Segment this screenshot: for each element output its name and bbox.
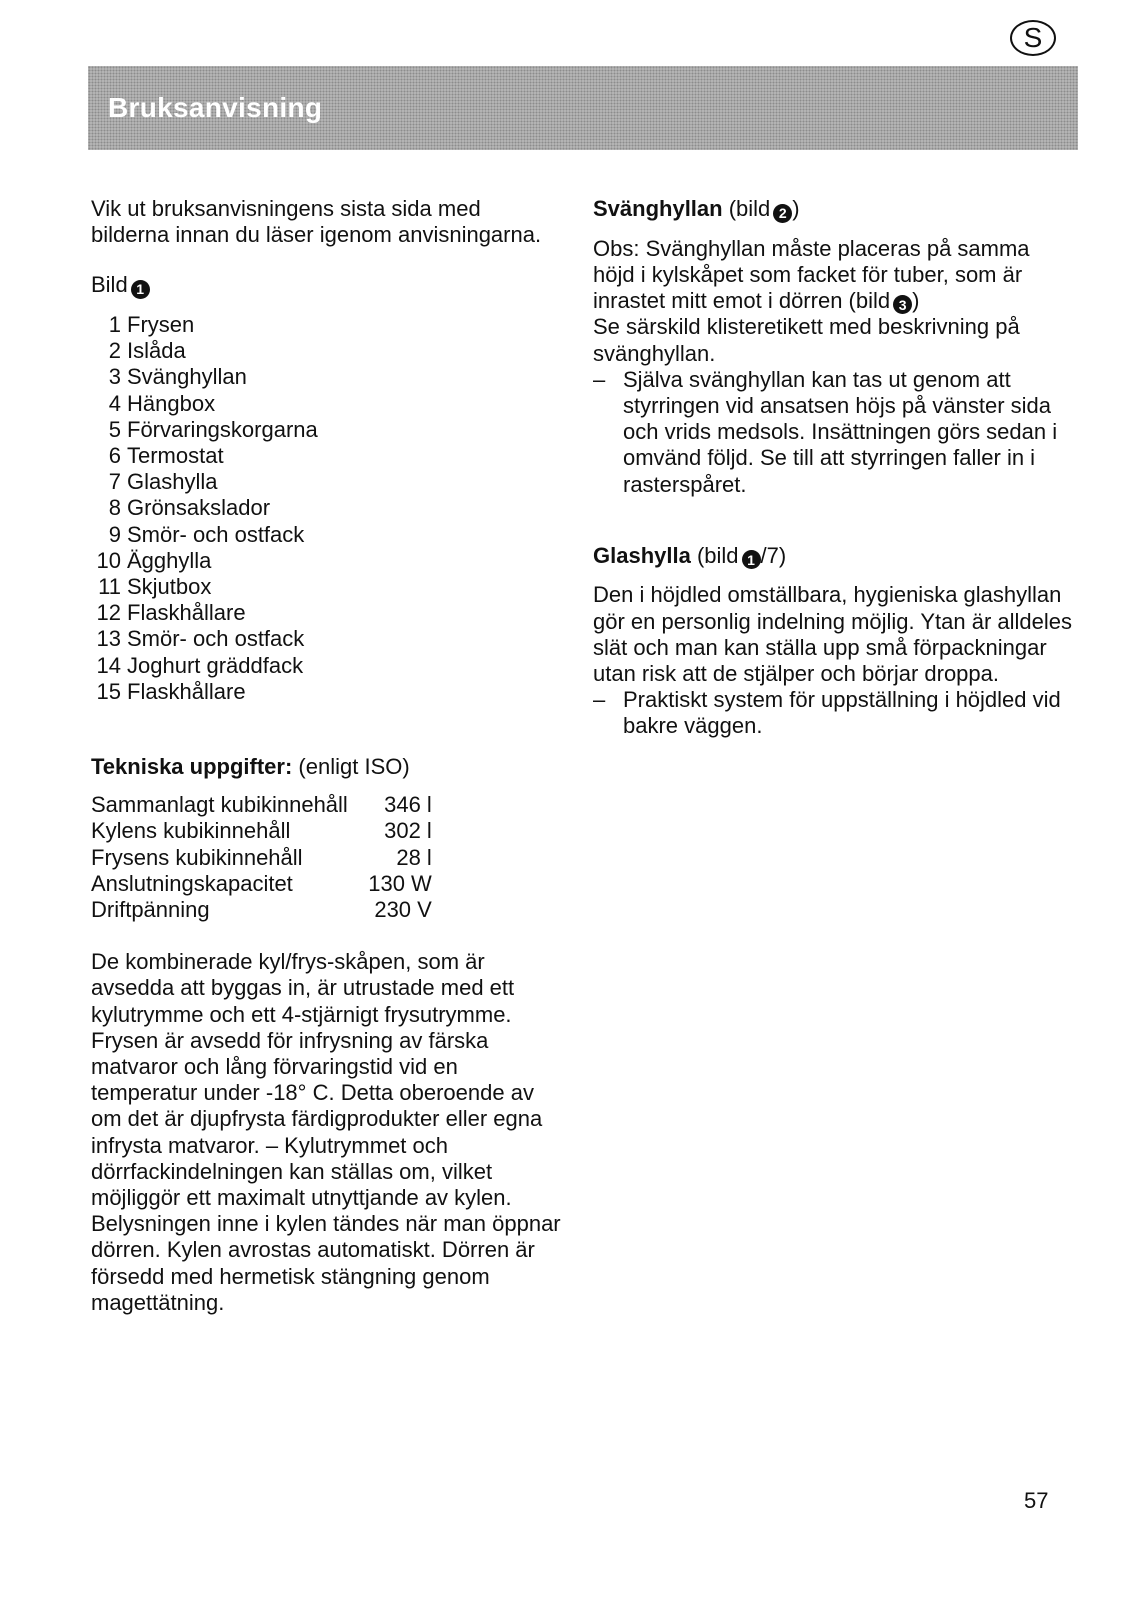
- spec-table: [91, 792, 432, 923]
- swing-obs: [593, 236, 1073, 315]
- table-row: Driftpänning 230 V: [91, 896, 432, 922]
- table-row: Frysens kubikinnehåll 28 l: [91, 844, 432, 870]
- list-item: 6 Termostat: [108, 442, 224, 468]
- figure-1-circle-icon: 1: [742, 550, 761, 569]
- glass-ref-suffix: /7): [760, 542, 787, 568]
- intro-paragraph: Vik ut bruksanvisningens sista sida med bilderna innan du läser igenom anvisningarna.: [91, 196, 542, 248]
- figure-2-circle-icon: 2: [773, 204, 792, 223]
- right-column: [593, 196, 1073, 740]
- bild-label: Bild: [91, 272, 128, 298]
- list-item: 3 Svänghyllan: [108, 364, 247, 390]
- table-row: Kylens kubikinnehåll 302 l: [91, 818, 432, 844]
- bild-heading: [91, 272, 571, 299]
- swing-ref-suffix: ): [792, 196, 800, 221]
- list-item: 10 Ägghylla: [96, 547, 212, 573]
- swing-heading-label: Svänghyllan: [593, 196, 723, 221]
- table-row: Anslutningskapacitet 130 W: [91, 870, 432, 896]
- list-item: 13 Smör- och ostfack: [96, 626, 305, 652]
- tech-heading-suffix: (enligt ISO): [298, 753, 410, 779]
- figure-3-circle-icon: 3: [893, 295, 912, 314]
- list-item: 7 Glashylla: [108, 469, 218, 495]
- parts-list: [91, 312, 571, 705]
- swing-sticker-note: Se särskild klisteretikett med beskrivning på svänghyllan.: [593, 314, 1020, 366]
- list-item: 11 Skjutbox: [98, 573, 212, 599]
- list-item: 2 Islåda: [108, 338, 186, 364]
- page-title: Bruksanvisning: [108, 92, 323, 123]
- left-column: [91, 196, 571, 1316]
- tech-heading: [91, 754, 571, 780]
- list-item: 15 Flaskhållare: [96, 678, 246, 704]
- swing-obs-text: Obs: Svänghyllan måste placeras på samma höjd i kylskåpet som facket för tuber, som är inrastet mitt emot i dörren (bild: [593, 235, 1030, 313]
- title-banner: [88, 66, 1078, 150]
- language-badge: S: [1010, 20, 1056, 56]
- figure-1-circle-icon: 1: [131, 280, 150, 299]
- list-item: 5 Förvaringskorgarna: [108, 416, 318, 442]
- list-item: 8 Grönsakslador: [108, 495, 271, 521]
- glass-paragraph: Den i höjdled omställbara, hygieniska glashyllan gör en personlig indelning möjlig. Ytan är alldeles slät och man kan ställa upp små förpackningar utan risk att de stjälper och börjar droppa.: [593, 582, 1073, 686]
- list-item: 1 Frysen: [108, 311, 195, 337]
- glass-ref-prefix: (bild: [696, 542, 739, 568]
- swing-ref-prefix: (bild: [728, 196, 771, 221]
- swing-heading: [593, 196, 1073, 223]
- glass-bullets: [593, 687, 1073, 739]
- page-number: 57: [1024, 1488, 1049, 1513]
- list-item: – Själva svänghyllan kan tas ut genom att styrringen vid ansatsen höjs på vänster sida och vrids medsols. Insättningen görs sedan i omvänd följd. Se till att styrringen faller in i rasterspåret.: [593, 367, 1073, 498]
- tech-heading-label: Tekniska uppgifter:: [91, 753, 293, 779]
- list-item: 14 Joghurt gräddfack: [96, 652, 304, 678]
- table-row: Sammanlagt kubikinnehåll 346 l: [91, 792, 432, 818]
- list-item: 4 Hängbox: [108, 390, 216, 416]
- list-item: 12 Flaskhållare: [96, 600, 246, 626]
- glass-heading-label: Glashylla: [593, 542, 691, 568]
- list-item: 9 Smör- och ostfack: [108, 521, 305, 547]
- list-item: – Praktiskt system för uppställning i höjdled vid bakre väggen.: [593, 687, 1073, 739]
- description-paragraph: De kombinerade kyl/frys-skåpen, som är avsedda att byggas in, är utrustade med ett kylutrymme och ett 4-stjärnigt frysutrymme. Frysen är avsedd för infrysning av färska matvaror och lång förvaringstid vid en temperatur under -18° C. Detta oberoende av om det är djupfrysta färdigprodukter eller egna infrysta matvaror. – Kylutrymmet och dörrfackindelningen kan ställas om, vilket möjliggör ett maximalt utnyttjande av kylen. Belysningen inne i kylen tändes när man öppnar dörren. Kylen avrostas automatiskt. Dörren är försedd med hermetisk stängning genom magettätning.: [91, 949, 561, 1315]
- glass-heading: [593, 543, 1073, 570]
- swing-obs-suffix: ): [912, 287, 920, 313]
- swing-bullets: [593, 367, 1073, 498]
